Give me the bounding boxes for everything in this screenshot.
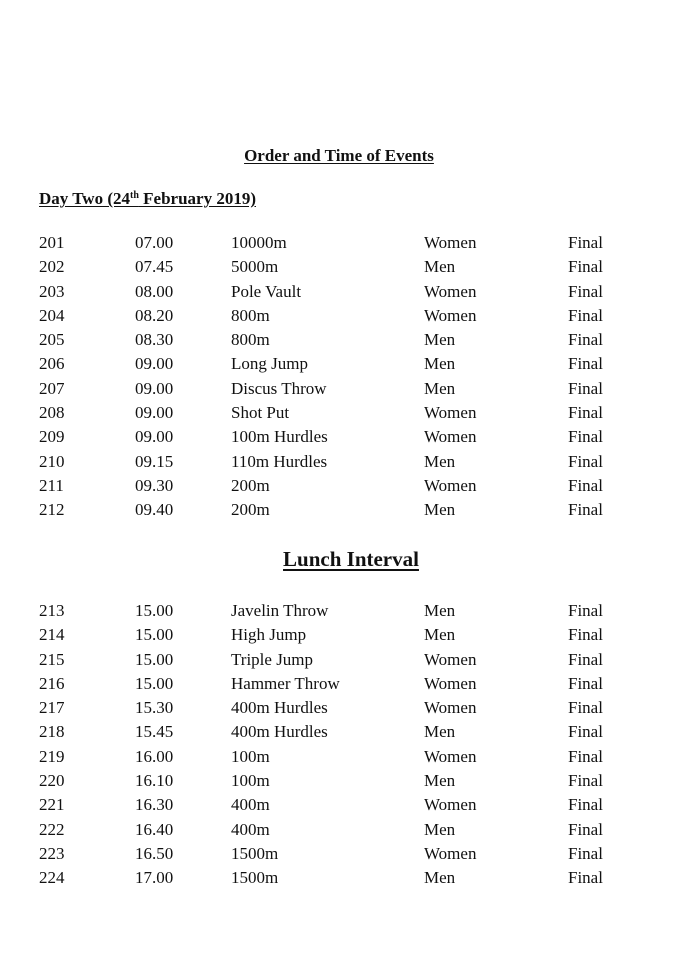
event-name: 1500m [231,843,279,863]
event-round: Final [568,625,603,645]
table-row [39,745,628,769]
event-name: 200m [231,475,270,495]
event-name: 10000m [231,233,287,252]
afternoon-events-body [39,599,628,891]
event-round: Final [568,819,603,839]
event-gender: Women [424,746,477,766]
event-round: Final [568,795,603,815]
event-name: 400m [231,819,270,839]
event-gender: Women [424,281,477,301]
event-time: 09.00 [135,403,174,423]
event-time: 08.30 [135,330,174,350]
event-gender: Men [424,722,456,742]
event-round: Final [568,649,603,669]
day-heading-rest: February 2019) [138,189,256,208]
event-gender: Men [424,354,456,374]
event-number: 213 [39,601,65,620]
event-gender: Men [424,500,456,520]
event-round: Final [568,746,603,766]
event-number: 210 [39,451,65,471]
event-round: Final [568,843,603,863]
table-row [39,352,628,376]
event-round: Final [568,330,603,350]
event-time: 08.00 [135,281,174,301]
event-time: 15.00 [135,625,174,645]
table-row [39,818,628,842]
event-time: 07.45 [135,257,174,277]
afternoon-events-table [39,599,628,891]
event-round: Final [568,427,603,447]
table-row [39,450,628,474]
event-name: Long Jump [231,354,308,374]
event-name: Javelin Throw [231,601,329,620]
event-name: Hammer Throw [231,673,340,693]
event-name: 800m [231,330,270,350]
event-number: 208 [39,403,65,423]
event-round: Final [568,601,603,620]
event-gender: Women [424,403,477,423]
morning-events-table [39,231,628,523]
event-round: Final [568,868,603,888]
event-round: Final [568,378,603,398]
event-number: 201 [39,233,65,252]
event-number: 202 [39,257,65,277]
event-round: Final [568,257,603,277]
event-round: Final [568,354,603,374]
event-name: Shot Put [231,403,290,423]
event-gender: Men [424,378,456,398]
day-heading-ordinal: th [130,190,139,201]
event-number: 209 [39,427,65,447]
table-row [39,696,628,720]
event-name: 1500m [231,868,279,888]
event-gender: Men [424,257,456,277]
event-time: 15.45 [135,722,174,742]
event-number: 220 [39,771,65,791]
table-row [39,793,628,817]
morning-events-body [39,231,628,523]
event-name: 100m [231,771,270,791]
table-row [39,231,628,255]
event-round: Final [568,305,603,325]
event-gender: Women [424,305,477,325]
event-name: 800m [231,305,270,325]
event-number: 212 [39,500,65,520]
event-gender: Men [424,868,456,888]
event-name: 400m Hurdles [231,722,328,742]
table-row [39,672,628,696]
table-row [39,401,628,425]
event-round: Final [568,698,603,718]
lunch-interval-heading: Lunch Interval [283,547,419,571]
event-name: 5000m [231,257,279,277]
event-round: Final [568,475,603,495]
event-time: 15.00 [135,601,174,620]
event-number: 207 [39,378,65,398]
event-time: 16.50 [135,843,174,863]
event-number: 219 [39,746,65,766]
event-gender: Women [424,795,477,815]
event-time: 07.00 [135,233,174,252]
table-row [39,255,628,279]
event-number: 214 [39,625,65,645]
table-row [39,599,628,623]
table-row [39,720,628,744]
event-number: 221 [39,795,65,815]
event-round: Final [568,771,603,791]
event-name: 110m Hurdles [231,451,328,471]
event-number: 224 [39,868,65,888]
event-name: Triple Jump [231,649,314,669]
day-heading [39,189,256,209]
event-gender: Women [424,233,477,252]
event-gender: Women [424,427,477,447]
event-round: Final [568,673,603,693]
event-name: Pole Vault [231,281,302,301]
event-number: 206 [39,354,65,374]
event-number: 205 [39,330,65,350]
event-time: 17.00 [135,868,174,888]
event-time: 09.00 [135,427,174,447]
event-gender: Men [424,330,456,350]
event-time: 15.00 [135,649,174,669]
event-time: 09.40 [135,500,174,520]
table-row [39,648,628,672]
table-row [39,623,628,647]
event-round: Final [568,451,603,471]
table-row [39,328,628,352]
event-time: 15.30 [135,698,174,718]
event-gender: Women [424,475,477,495]
event-gender: Women [424,698,477,718]
page-title: Order and Time of Events [244,146,434,165]
event-time: 09.00 [135,354,174,374]
event-time: 15.00 [135,673,174,693]
event-gender: Women [424,673,477,693]
event-name: 400m [231,795,270,815]
event-number: 218 [39,722,65,742]
event-time: 09.00 [135,378,174,398]
event-time: 16.30 [135,795,174,815]
event-gender: Men [424,771,456,791]
event-round: Final [568,500,603,520]
event-round: Final [568,281,603,301]
event-round: Final [568,233,603,252]
event-name: High Jump [231,625,307,645]
event-number: 217 [39,698,65,718]
event-gender: Men [424,819,456,839]
table-row [39,280,628,304]
table-row [39,866,628,890]
event-name: 200m [231,500,270,520]
event-gender: Men [424,451,456,471]
table-row [39,304,628,328]
table-row [39,842,628,866]
event-time: 08.20 [135,305,174,325]
table-row [39,425,628,449]
event-gender: Men [424,601,456,620]
event-number: 215 [39,649,65,669]
event-gender: Men [424,625,456,645]
event-number: 222 [39,819,65,839]
event-number: 211 [39,475,64,495]
event-time: 09.30 [135,475,174,495]
event-time: 09.15 [135,451,174,471]
event-round: Final [568,403,603,423]
event-time: 16.40 [135,819,174,839]
event-number: 216 [39,673,65,693]
event-time: 16.00 [135,746,174,766]
event-number: 204 [39,305,65,325]
table-row [39,769,628,793]
day-heading-prefix: Day Two (24 [39,189,130,208]
event-time: 16.10 [135,771,174,791]
event-number: 223 [39,843,65,863]
event-gender: Women [424,843,477,863]
event-name: 100m Hurdles [231,427,328,447]
event-number: 203 [39,281,65,301]
table-row [39,474,628,498]
event-name: 400m Hurdles [231,698,328,718]
event-gender: Women [424,649,477,669]
event-name: Discus Throw [231,378,327,398]
event-name: 100m [231,746,270,766]
table-row [39,498,628,522]
event-round: Final [568,722,603,742]
table-row [39,377,628,401]
